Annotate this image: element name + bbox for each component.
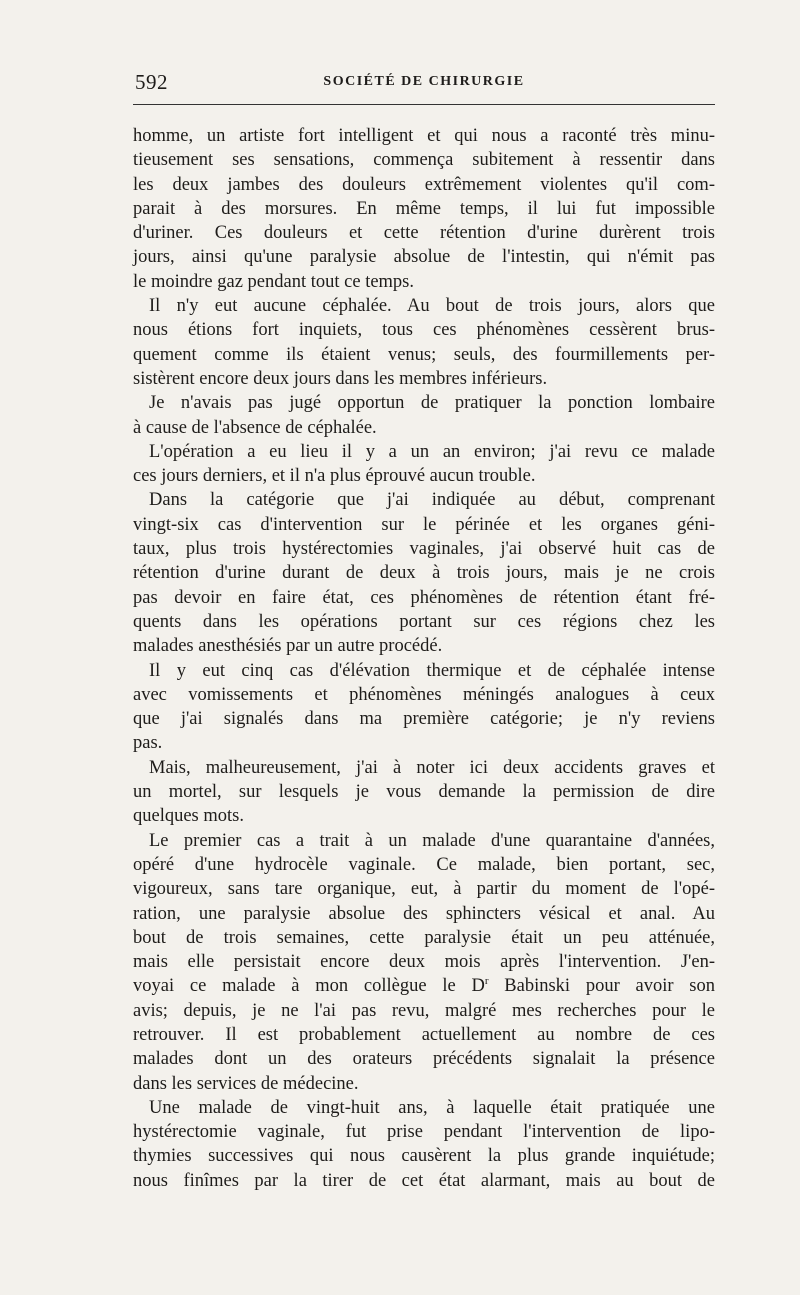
text-line: avec vomissements et phénomènes méningés analogues à ceux bbox=[133, 684, 715, 705]
text-line: Il n'y eut aucune céphalée. Au bout de trois jours, alors que bbox=[149, 296, 715, 317]
text-line: sistèrent encore deux jours dans les membres inférieurs. bbox=[133, 368, 548, 389]
text-line: nous étions fort inquiets, tous ces phénomènes cessèrent brus- bbox=[133, 320, 715, 341]
superscript: r bbox=[484, 975, 489, 988]
text-fragment: voyai ce malade à mon collègue le D bbox=[133, 976, 485, 997]
text-line: pas. bbox=[133, 733, 163, 754]
text-line: Le premier cas a trait à un malade d'une quarantaine d'années, bbox=[149, 830, 715, 851]
body-text bbox=[133, 124, 715, 1193]
text-line: tieusement ses sensations, commença subitement à ressentir dans bbox=[133, 150, 715, 171]
text-line: thymies successives qui nous causèrent la plus grande inquiétude; bbox=[133, 1146, 715, 1167]
text-line: ration, une paralysie absolue des sphincters vésical et anal. Au bbox=[133, 903, 715, 924]
text-line: le moindre gaz pendant tout ce temps. bbox=[133, 271, 415, 292]
text-line: Une malade de vingt-huit ans, à laquelle était pratiquée une bbox=[149, 1097, 715, 1118]
text-line: un mortel, sur lesquels je vous demande la permission de dire bbox=[133, 782, 715, 803]
running-title: SOCIÉTÉ DE CHIRURGIE bbox=[323, 74, 525, 89]
text-line: retrouver. Il est probablement actuellement au nombre de ces bbox=[133, 1024, 715, 1045]
text-fragment: Babinski pour avoir son bbox=[488, 976, 715, 997]
text-line: Il y eut cinq cas d'élévation thermique et de céphalée intense bbox=[149, 660, 715, 681]
text-line: L'opération a eu lieu il y a un an environ; j'ai revu ce malade bbox=[149, 441, 715, 462]
text-line: Je n'avais pas jugé opportun de pratiquer la ponction lombaire bbox=[149, 393, 715, 414]
text-line: à cause de l'absence de céphalée. bbox=[133, 417, 377, 438]
text-line: quelques mots. bbox=[133, 806, 244, 827]
text-line: hystérectomie vaginale, fut prise pendant l'intervention de lipo- bbox=[133, 1122, 715, 1143]
text-line: opéré d'une hydrocèle vaginale. Ce malade, bien portant, sec, bbox=[133, 854, 715, 875]
text-line: malades dont un des orateurs précédents signalait la présence bbox=[133, 1049, 715, 1070]
text-line: dans les services de médecine. bbox=[133, 1073, 359, 1094]
text-line: quement comme ils étaient venus; seuls, des fourmillements per- bbox=[133, 344, 715, 365]
text-line: taux, plus trois hystérectomies vaginales, j'ai observé huit cas de bbox=[133, 539, 715, 560]
text-line: malades anesthésiés par un autre procédé. bbox=[133, 636, 443, 657]
text-line: Mais, malheureusement, j'ai à noter ici deux accidents graves et bbox=[149, 757, 715, 778]
text-line: que j'ai signalés dans ma première catégorie; je n'y reviens bbox=[133, 709, 715, 730]
text-line: quents dans les opérations portant sur ces régions chez les bbox=[133, 611, 715, 632]
text-line: nous finîmes par la tirer de cet état alarmant, mais au bout de bbox=[133, 1170, 715, 1191]
text-line: parait à des morsures. En même temps, il lui fut impossible bbox=[133, 198, 715, 219]
page-header bbox=[133, 70, 715, 98]
text-line: pas devoir en faire état, ces phénomènes de rétention étant fré- bbox=[133, 587, 715, 608]
text-line: vigoureux, sans tare organique, eut, à partir du moment de l'opé- bbox=[133, 879, 715, 900]
header-rule bbox=[133, 104, 715, 105]
text-line: mais elle persistait encore deux mois après l'intervention. J'en- bbox=[133, 952, 715, 973]
text-line: jours, ainsi qu'une paralysie absolue de l'intestin, qui n'émit pas bbox=[133, 247, 715, 268]
text-line: rétention d'urine durant de deux à trois jours, mais je ne crois bbox=[133, 563, 715, 584]
text-line: bout de trois semaines, cette paralysie était un peu atténuée, bbox=[133, 927, 715, 948]
text-line bbox=[133, 974, 715, 998]
text-line: homme, un artiste fort intelligent et qui nous a raconté très minu- bbox=[133, 126, 715, 146]
text-line: d'uriner. Ces douleurs et cette rétention d'urine durèrent trois bbox=[133, 223, 715, 244]
text-line: avis; depuis, je ne l'ai pas revu, malgré mes recherches pour le bbox=[133, 1000, 715, 1021]
page-number: 592 bbox=[135, 70, 168, 94]
text-line: vingt-six cas d'intervention sur le périnée et les organes géni- bbox=[133, 514, 715, 535]
text-line: ces jours derniers, et il n'a plus éprouvé aucun trouble. bbox=[133, 466, 536, 487]
text-line: Dans la catégorie que j'ai indiquée au début, comprenant bbox=[149, 490, 715, 511]
text-line: les deux jambes des douleurs extrêmement violentes qu'il com- bbox=[133, 174, 715, 195]
